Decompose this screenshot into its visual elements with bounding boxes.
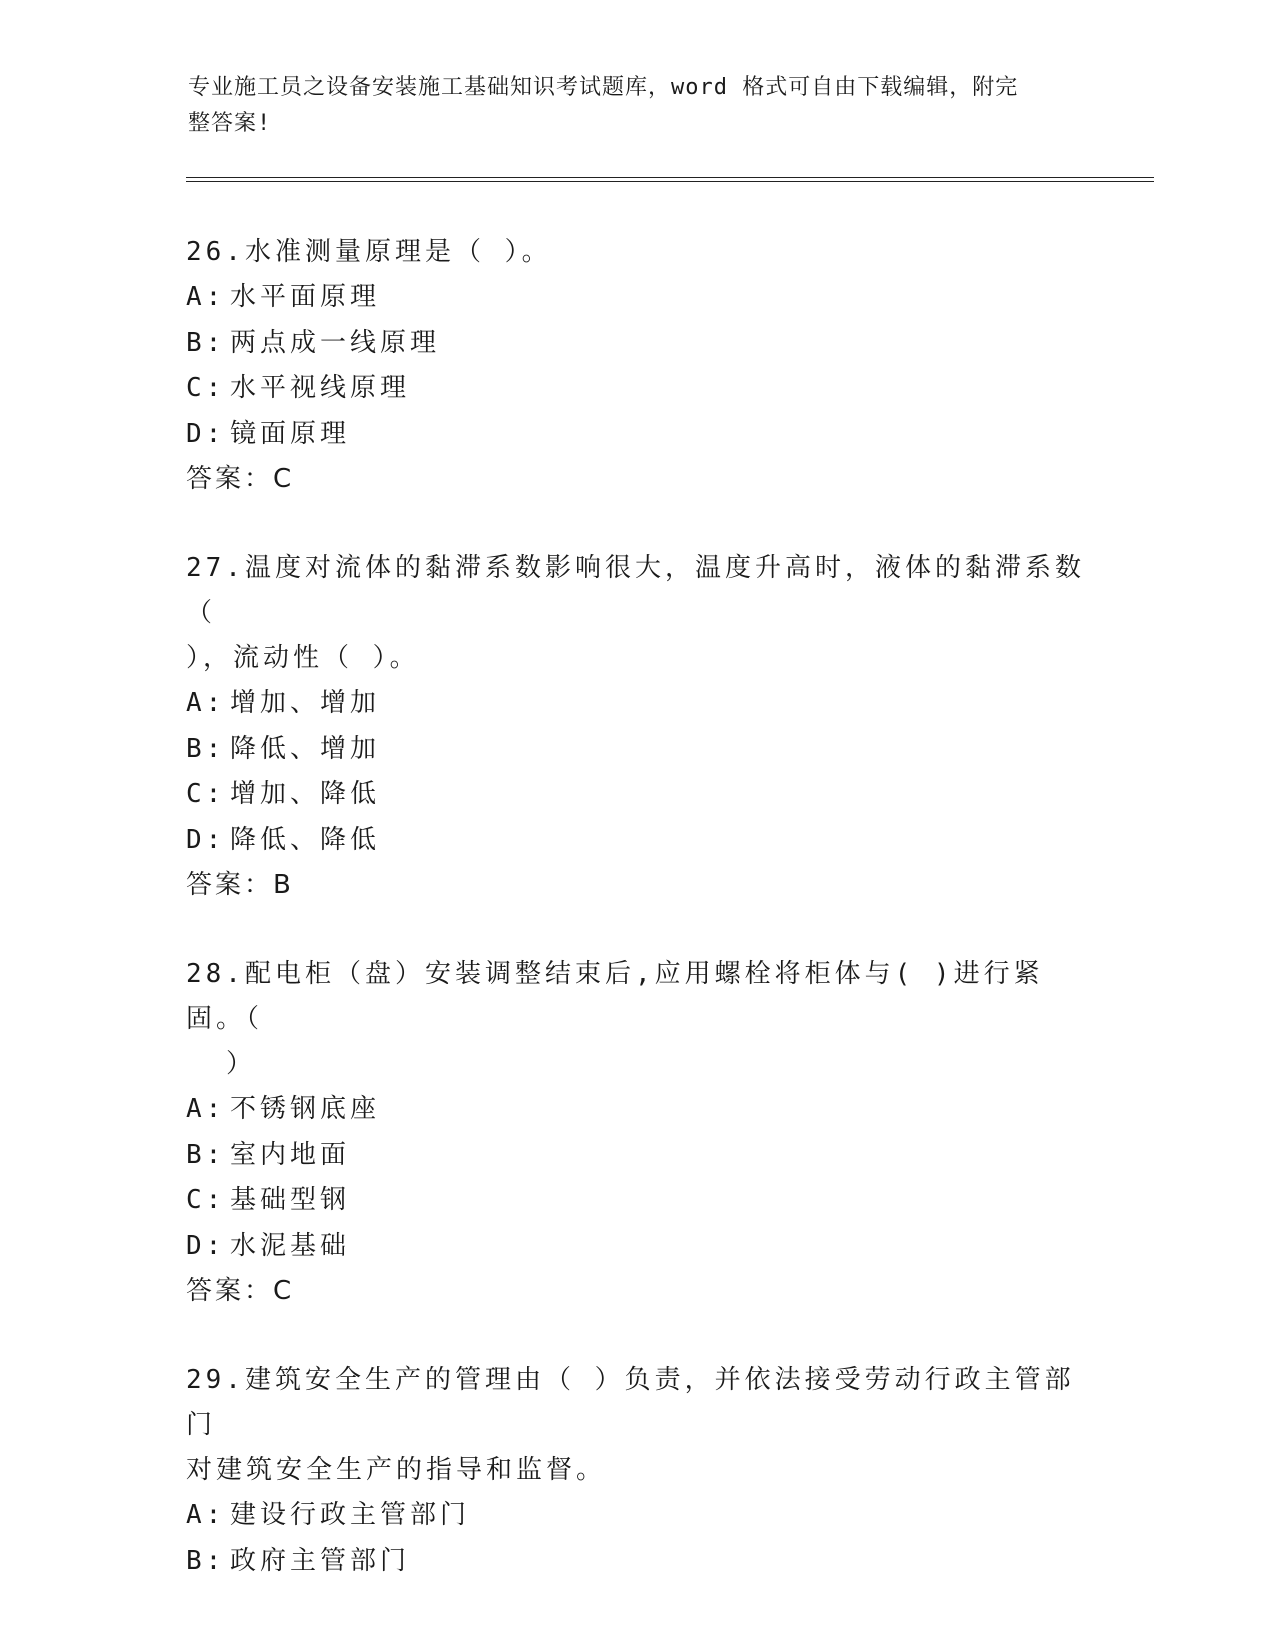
question-stem-text: 26.水准测量原理是（ ）。 (186, 237, 552, 267)
option-letter: B: (186, 1139, 226, 1170)
answer-text: 答案：C (186, 1276, 295, 1306)
option-text: 增加、降低 (230, 779, 381, 809)
option-letter: A: (186, 1094, 226, 1124)
option-a (186, 275, 1086, 321)
option-letter: A: (186, 1500, 226, 1530)
question-27 (186, 546, 1086, 908)
question-stem-continuation: ），流动性（ ）。 (186, 643, 420, 673)
option-text: 不锈钢底座 (230, 1094, 381, 1124)
option-a (186, 1087, 1086, 1133)
option-text: 降低、增加 (230, 733, 381, 764)
option-b (186, 1539, 1086, 1585)
question-stem-continuation: 对建筑安全生产的指导和监督。 (186, 1455, 607, 1485)
option-text: 水平面原理 (230, 282, 381, 312)
option-letter: B: (186, 733, 226, 764)
header-line-2: 整答案! (188, 111, 272, 136)
option-letter: C: (186, 1185, 226, 1215)
question-stem (186, 1358, 1086, 1493)
option-a (186, 681, 1086, 727)
option-text: 室内地面 (230, 1139, 351, 1170)
option-letter: A: (186, 688, 226, 718)
option-text: 镜面原理 (230, 418, 351, 449)
question-28 (186, 952, 1086, 1314)
option-a (186, 1493, 1086, 1539)
option-c (186, 366, 1086, 412)
option-letter: D: (186, 824, 226, 855)
option-c (186, 772, 1086, 818)
option-b (186, 727, 1086, 773)
option-text: 建设行政主管部门 (230, 1500, 471, 1530)
question-stem-text: 29.建筑安全生产的管理由（ ）负责，并依法接受劳动行政主管部门 (186, 1365, 1075, 1440)
question-29 (186, 1358, 1086, 1584)
answer-text: 答案：C (186, 464, 295, 494)
question-26 (186, 230, 1086, 502)
option-letter: A: (186, 282, 226, 312)
option-d (186, 412, 1086, 458)
option-text: 增加、增加 (230, 688, 381, 718)
question-stem (186, 546, 1086, 681)
question-stem-continuation: ） (226, 1049, 257, 1079)
answer-text: 答案：B (186, 870, 294, 900)
question-stem (186, 230, 1086, 275)
option-b (186, 321, 1086, 367)
header-line-1: 专业施工员之设备安装施工基础知识考试题库，word 格式可自由下载编辑，附完 (188, 75, 1019, 100)
option-letter: C: (186, 373, 226, 403)
option-letter: B: (186, 327, 226, 358)
option-text: 基础型钢 (230, 1185, 351, 1215)
document-header (188, 70, 1088, 142)
option-letter: D: (186, 418, 226, 449)
header-divider-top (186, 177, 1154, 178)
question-stem-text: 28.配电柜（盘）安装调整结束后,应用螺栓将柜体与( )进行紧固。（ (186, 959, 1044, 1034)
option-b (186, 1133, 1086, 1179)
option-letter: B: (186, 1545, 226, 1576)
question-stem (186, 952, 1086, 1087)
option-letter: C: (186, 779, 226, 809)
option-text: 水泥基础 (230, 1230, 351, 1261)
option-text: 两点成一线原理 (230, 327, 441, 358)
option-text: 水平视线原理 (230, 373, 411, 403)
option-d (186, 1224, 1086, 1270)
option-text: 降低、降低 (230, 824, 381, 855)
option-letter: D: (186, 1230, 226, 1261)
option-text: 政府主管部门 (230, 1545, 411, 1576)
header-divider-bottom (186, 181, 1154, 182)
option-d (186, 818, 1086, 864)
question-stem-text: 27.温度对流体的黏滞系数影响很大，温度升高时，液体的黏滞系数（ (186, 553, 1085, 628)
option-c (186, 1178, 1086, 1224)
question-list (186, 230, 1086, 1628)
